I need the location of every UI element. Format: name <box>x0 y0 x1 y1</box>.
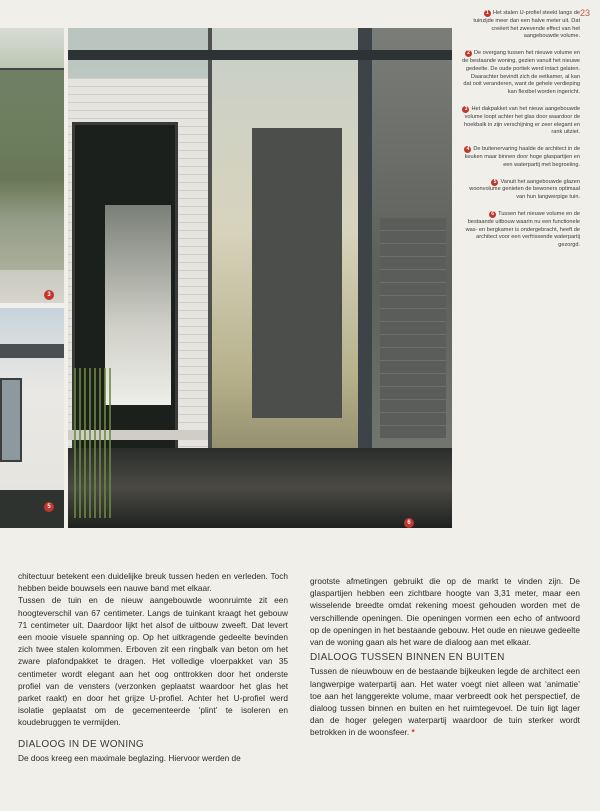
photo-kitchen-interior <box>105 205 171 405</box>
photo-captions <box>462 10 580 259</box>
caption-number: 3 <box>462 106 469 113</box>
photo-main-water-court <box>68 28 452 528</box>
caption-number: 4 <box>464 146 471 153</box>
photo-label-6: 6 <box>404 518 414 528</box>
caption-text: Vanuit het aangebouwde glazen woonvolume genieten de bewoners optimaal van hun langwerpige tuin. <box>469 178 580 201</box>
caption-text: Tussen het nieuwe volume en de bestaande uitbouw waarin nu een functionele was- en bergkamer is ondergebracht, heeft de architect voor een verfrissende waterpartij gezorgd. <box>465 210 580 249</box>
article-column-right <box>310 575 580 739</box>
caption-text: Het dakpakket van het nieuw aangebouwde volume loopt achter het glas door waardoor de hoekbalk in zijn verschijning er zeer elegant en rank uitziet. <box>464 105 580 136</box>
caption-6 <box>462 211 580 250</box>
photo-garden-view <box>0 28 64 303</box>
section-heading: DIALOOG IN DE WONING <box>18 738 145 750</box>
paragraph: grootste afmetingen gebruikt die op de markt te vinden zijn. De glaspartijen hebben een zichtbare hoogte van 3,31 meter, maar een wisselende breedte omdat rekening moest gehouden worden met de verschillende openingen. Die openingen vormen een echo of antwoord op de openingen in het bestaande gebouw. Het oude en nieuwe gedeelte van de woning gaan als het ware de dialoog aan met elkaar. <box>310 576 580 648</box>
paragraph: De doos kreeg een maximale beglazing. Hiervoor werden de <box>18 752 241 763</box>
caption-5 <box>462 179 580 202</box>
photo-label-3: 3 <box>44 290 54 300</box>
caption-2 <box>462 50 580 97</box>
caption-number: 1 <box>484 10 491 17</box>
caption-number: 5 <box>491 179 498 186</box>
section-heading: DIALOOG TUSSEN BINNEN EN BUITEN <box>310 652 505 664</box>
photo-label-5: 5 <box>44 502 54 512</box>
photo-interior-wall <box>252 128 342 418</box>
photo-roof-profile <box>0 344 64 358</box>
caption-number: 6 <box>489 211 496 218</box>
photo-glass-reflection <box>0 68 64 270</box>
article-column-left <box>18 570 288 764</box>
caption-4 <box>462 146 580 169</box>
paragraph <box>310 665 580 738</box>
photo-reeds <box>74 368 114 518</box>
paragraph-text: Tussen de nieuwbouw en de bestaande bijkeuken legde de architect een langwerpige waterpartij aan. Het water voegt niet alleen wat ‘animatie’ toe aan het langgerekte volume, maar verbreedt ook het perspectief, de dialoog tussen binnen en buiten en het ruimtegevoel. De tuin ligt lager dan de hoger gelegen waterpartij waardoor de tuin sterker wordt betrokken in de woonsfeer. <box>310 666 580 738</box>
caption-text: De overgang tussen het nieuwe volume en de bestaande woning, gezien vanuit het nieuwe gedeelte. De oude portiek werd intact gelaten. Daarachter bevindt zich de eetkamer, al kan dat ooit veranderen, want de gehele verdieping kan flexibel worden ingericht. <box>462 50 580 96</box>
caption-text: Het stalen U-profiel steekt langs de tuinzijde meer dan een halve meter uit. Dat creëert het zwevende effect van het aangebouwde volume. <box>473 10 580 40</box>
paragraph: Tussen de tuin en de nieuw aangebouwde woonruimte zit een hoogteverschil van 67 centimeter. Langs de tuinkant kraagt het gebouw 71 centimeter uit. Daardoor lijkt het alsof de uitbouw zweeft. Dat levert een mooie visuele spanning op. Op het uitkragende gedeelte bevinden zich twee stalen kolommen. Erboven zit een ringbalk van beton om het zware plafondpakket te dragen. Het volledige vloerpakket van 35 centimeter wordt elegant aan het oog onttrokken door het onderste profiel van de vensters (verzonken geplaatst waardoor het glas het parket raakt) en door het grijze U-profiel. Achter het U-profiel werd isolatie geplaatst om de gecementeerde ‘plint’ te isoleren en koudebruggen te vermijden. <box>18 595 288 728</box>
photo-top-beam <box>68 50 452 60</box>
photo-base <box>0 490 64 528</box>
caption-1 <box>462 10 580 41</box>
photo-tile-wall <box>380 218 446 438</box>
photo-water-pond <box>68 448 452 528</box>
caption-3 <box>462 106 580 137</box>
photo-column-left <box>0 28 64 528</box>
photo-exterior-volume <box>0 308 64 528</box>
page-number: 23 <box>579 8 590 18</box>
photo-window <box>0 378 22 462</box>
caption-text: De buitenervaring haalde de architect in de keuken maar binnen door hoge glaspartijen en een waterpartij met begroeiing. <box>464 146 580 168</box>
caption-number: 2 <box>465 50 472 57</box>
paragraph: chitectuur betekent een duidelijke breuk tussen heden en verleden. Toch hebben beide bouwsels een nauwe band met elkaar. <box>18 571 288 594</box>
end-mark: * <box>411 727 415 738</box>
